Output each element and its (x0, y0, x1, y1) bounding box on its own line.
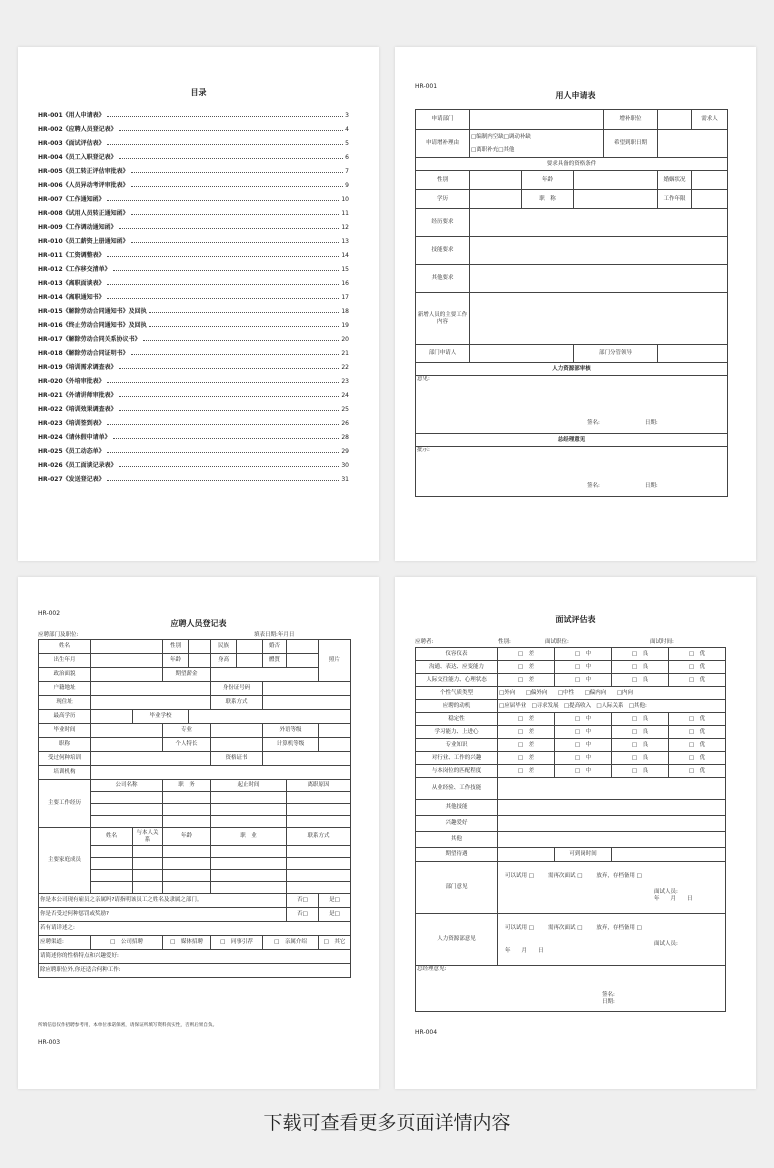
applicant: 应聘者: (415, 639, 434, 645)
toc-item[interactable] (38, 333, 349, 343)
rating-good[interactable]: □ 良 (612, 648, 669, 661)
rating-excellent[interactable]: □ 优 (669, 713, 726, 726)
toc-leader (107, 284, 340, 285)
toc-item[interactable] (38, 207, 349, 217)
rating-poor[interactable]: □ 差 (498, 739, 555, 752)
toc-item[interactable] (38, 137, 349, 147)
cell-label: 部门申请人 (416, 345, 470, 363)
toc-item-page: 12 (341, 224, 349, 231)
toc-item[interactable] (38, 221, 349, 231)
toc-item-page: 16 (341, 280, 349, 287)
toc-item-label: HR-024《请休假申请单》 (38, 434, 111, 441)
toc-leader (107, 298, 340, 299)
toc-leader (107, 116, 344, 117)
cell-input[interactable] (658, 345, 728, 363)
cell-label: 希望到职日期 (604, 130, 658, 158)
photo-box: 照片 (319, 640, 351, 682)
toc-item-page: 28 (341, 434, 349, 441)
rating-mid[interactable]: □ 中 (555, 739, 612, 752)
rating-row (416, 713, 726, 726)
form-title: 用人申请表 (555, 91, 596, 100)
toc-item[interactable] (38, 263, 349, 273)
rating-excellent[interactable]: □ 优 (669, 765, 726, 778)
toc-item-page: 23 (341, 378, 349, 385)
form-code: HR-001 (415, 83, 438, 90)
form-title: 应聘人员登记表 (170, 619, 227, 628)
rating-poor[interactable]: □ 差 (498, 674, 555, 687)
toc-item-page: 10 (341, 196, 349, 203)
toc-item-page: 15 (341, 266, 349, 273)
rating-good[interactable]: □ 良 (612, 674, 669, 687)
toc-leader (113, 270, 340, 271)
toc-item-label: HR-008《试用人员转正通知函》 (38, 210, 129, 217)
toc-item-label: HR-015《解除劳动合同通知书》及回执 (38, 308, 147, 315)
applied-position: 应聘部门及职位: (38, 632, 79, 638)
hr002-table: 姓名 性别 民族 婚否 照片 出生年月 年龄 身高 體質 政治面貌 期望薪金 户籍地址 身份证号码 现住址 联系方式 最高学历 毕业学校 毕业时间 专业 外语等级 职称 个人特长 计算机等级 受过何种培训 资格证书 培训机构 主要工作经历 公司名称 职 务 起止时间 离职原因 主要家庭成员 姓名 与本人关系 年龄 职 业 联系方式 你是本公司现有雇员之亲属吗?请指明该员工之姓名及隶属之部门。 否□ 是□ 你是否受过何种惩罚或奖励? 否□ 是□ 若有请详述之: 应聘渠道: □ 公司招聘 □ 媒体招聘 □ 同事引荐 □ 亲属介绍 □ 其它 请简述你的性格特点和兴趣爱好: 除应聘职位外,你还适合何种工作: (38, 639, 351, 978)
rating-label: 沟通、表达、应变能力 (416, 661, 498, 674)
toc-leader (107, 200, 340, 201)
cell-label: 申请部门 (416, 110, 470, 130)
rating-good[interactable]: □ 良 (612, 765, 669, 778)
hr003-table: 仪容仪表 □ 差 □ 中 □ 良 □ 优 沟通、表达、应变能力 □ 差 □ 中 □ 良 □ 优 人际交往能力、心理状态 □ 差 □ 中 □ 良 □ 优 个性气质类型 □外向 □偏外向 □中性 □偏内向 □内向 应聘的动机 □应届毕业 □寻求发展 □提高收入 □人际关系 □其他: 稳定性 □ 差 □ 中 □ 良 □ 优 学习能力、上进心 □ 差 □ 中 □ 良 □ 优 专业知识 □ 差 □ 中 □ 良 □ 优 对行业、工作的兴趣 □ 差 □ 中 □ 良 □ 优 与本岗位的匹配程度 □ 差 □ 中 □ 良 □ 优 从业经验、工作技能 其他技能 兴趣爱好 其他 期望待遇 可到岗时间 部门意见 可以试用 □ 需再次面试 □ 放弃，存档备用 □ 面试人员: 年 月 日 人力资源部意见 可以试用 □ 需再次面试 □ 放弃，存档备用 □ 面试人员: 年 月 日 总经理意见: 签名: 日期: (415, 647, 726, 1012)
toc-leader (119, 130, 344, 131)
rating-poor[interactable]: □ 差 (498, 765, 555, 778)
toc-item-label: HR-026《员工面谈记录表》 (38, 462, 117, 469)
toc-item[interactable] (38, 179, 349, 189)
cell-input[interactable] (470, 293, 728, 345)
hr-opinion-box[interactable]: 可以试用 □ 需再次面试 □ 放弃，存档备用 □ 面试人员: 年 月 日 (498, 914, 726, 966)
interview-time: 面试时间: (650, 639, 674, 645)
rating-good[interactable]: □ 良 (612, 739, 669, 752)
toc-item[interactable] (38, 417, 349, 427)
rating-excellent[interactable]: □ 优 (669, 674, 726, 687)
rating-excellent[interactable]: □ 优 (669, 661, 726, 674)
dept-opinion-box[interactable]: 可以试用 □ 需再次面试 □ 放弃，存档备用 □ 面试人员: 年 月 日 (498, 862, 726, 914)
rating-label: 学习能力、上进心 (416, 726, 498, 739)
gm-opinion-box[interactable]: 总经理意见: 签名: 日期: (416, 966, 726, 1012)
rating-mid[interactable]: □ 中 (555, 765, 612, 778)
cell-label: 学历 (416, 190, 470, 209)
rating-good[interactable]: □ 良 (612, 752, 669, 765)
form-code: HR-004 (415, 1029, 438, 1036)
toc-item-page: 20 (341, 336, 349, 343)
toc-item[interactable] (38, 109, 349, 119)
toc-item[interactable] (38, 235, 349, 245)
section-header: 要求具备的资格条件 (416, 158, 728, 171)
toc-item[interactable] (38, 305, 349, 315)
rating-mid[interactable]: □ 中 (555, 674, 612, 687)
toc-title: 目录 (190, 88, 207, 97)
toc-item[interactable] (38, 459, 349, 469)
toc-item-label: HR-001《用人申请表》 (38, 112, 105, 119)
toc-item-label: HR-025《员工动态单》 (38, 448, 105, 455)
cell-input[interactable] (470, 265, 728, 293)
rating-poor[interactable]: □ 差 (498, 713, 555, 726)
toc-leader (131, 354, 340, 355)
cell-input[interactable] (470, 110, 604, 130)
toc-leader (149, 326, 340, 327)
rating-good[interactable]: □ 良 (612, 726, 669, 739)
rating-label: 人际交往能力、心理状态 (416, 674, 498, 687)
cell-label: 职 称 (522, 190, 574, 209)
toc-item-label: HR-010《员工薪资上册通知函》 (38, 238, 129, 245)
rating-poor[interactable]: □ 差 (498, 661, 555, 674)
cell-label: 婚姻状况 (658, 171, 692, 190)
toc-item[interactable] (38, 445, 349, 455)
toc-item[interactable] (38, 291, 349, 301)
rating-excellent[interactable]: □ 优 (669, 739, 726, 752)
toc-leader (119, 158, 344, 159)
toc-item-page: 17 (341, 294, 349, 301)
toc-item[interactable] (38, 389, 349, 399)
toc-item-page: 24 (341, 392, 349, 399)
toc-leader (119, 466, 340, 467)
toc-item[interactable] (38, 193, 349, 203)
rating-row (416, 661, 726, 674)
toc-item[interactable] (38, 473, 349, 483)
form-code: HR-002 (38, 610, 61, 617)
toc-item-page: 31 (341, 476, 349, 483)
toc-item-label: HR-027《发送登记表》 (38, 476, 105, 483)
rating-row (416, 739, 726, 752)
toc-item-page: 21 (341, 350, 349, 357)
cell-label: 需求人 (692, 110, 728, 130)
toc-item-label: HR-006《人员异动考评审批表》 (38, 182, 129, 189)
toc-item-label: HR-018《解除劳动合同证明书》 (38, 350, 129, 357)
rating-excellent[interactable]: □ 优 (669, 752, 726, 765)
section-header: 人力资源部审核 (416, 363, 728, 376)
toc-leader (119, 396, 340, 397)
toc-item-page: 25 (341, 406, 349, 413)
hr003-page (395, 577, 756, 1089)
toc-leader (119, 410, 340, 411)
rating-mid[interactable]: □ 中 (555, 648, 612, 661)
family-label: 主要家庭成员 (39, 828, 91, 894)
toc-item[interactable] (38, 347, 349, 357)
toc-item-label: HR-013《离职面谈表》 (38, 280, 105, 287)
rating-good[interactable]: □ 良 (612, 713, 669, 726)
toc-leader (107, 256, 340, 257)
toc-item-page: 11 (341, 210, 349, 217)
toc-item-label: HR-002《应聘人员登记表》 (38, 126, 117, 133)
cell-input[interactable] (692, 190, 728, 209)
toc-item-label: HR-023《培训签到表》 (38, 420, 105, 427)
cell-input[interactable] (470, 209, 728, 237)
toc-item-label: HR-021《外请讲师审批表》 (38, 392, 117, 399)
toc-item-page: 19 (341, 322, 349, 329)
cell-input[interactable] (470, 171, 522, 190)
toc-leader (149, 312, 340, 313)
cell-input[interactable] (574, 190, 658, 209)
rating-row (416, 674, 726, 687)
toc-item-page: 22 (341, 364, 349, 371)
rating-row (416, 765, 726, 778)
toc-item-page: 6 (345, 154, 349, 161)
toc-item[interactable] (38, 151, 349, 161)
toc-item-label: HR-005《员工转正评估审批表》 (38, 168, 129, 175)
cell-input[interactable] (574, 171, 658, 190)
rating-label: 与本岗位的匹配程度 (416, 765, 498, 778)
cell-label: 申请增补理由 (416, 130, 470, 158)
rating-label: 专业知识 (416, 739, 498, 752)
toc-item-label: HR-022《培训效果调查表》 (38, 406, 117, 413)
rating-label: 仪容仪表 (416, 648, 498, 661)
work-exp-label: 主要工作经历 (39, 780, 91, 828)
rating-mid[interactable]: □ 中 (555, 752, 612, 765)
rating-mid[interactable]: □ 中 (555, 726, 612, 739)
toc-item-label: HR-012《工作移交清单》 (38, 266, 111, 273)
toc-item-page: 4 (345, 126, 349, 133)
toc-item[interactable] (38, 277, 349, 287)
form-title: 面试评估表 (555, 615, 596, 624)
toc-item-label: HR-019《培训需求调查表》 (38, 364, 117, 371)
cell-input[interactable] (470, 237, 728, 265)
toc-item-label: HR-009《工作调动通知函》 (38, 224, 117, 231)
section-header: 总经理意见 (416, 434, 728, 447)
rating-poor[interactable]: □ 差 (498, 726, 555, 739)
toc-item-label: HR-011《工资调整表》 (38, 252, 105, 259)
cell-input[interactable] (470, 190, 522, 209)
form-code-bottom: HR-003 (38, 1039, 61, 1046)
toc-item-label: HR-017《解除劳动合同关系协议书》 (38, 336, 141, 343)
rating-poor[interactable]: □ 差 (498, 648, 555, 661)
rating-good[interactable]: □ 良 (612, 661, 669, 674)
cell-label: 其他要求 (416, 265, 470, 293)
hr001-page (395, 47, 756, 561)
toc-item-page: 26 (341, 420, 349, 427)
toc-item-label: HR-004《员工入职登记表》 (38, 154, 117, 161)
toc-item-page: 3 (345, 112, 349, 119)
cell-input[interactable] (658, 130, 728, 158)
cell-label: 技能要求 (416, 237, 470, 265)
toc-item[interactable] (38, 375, 349, 385)
rating-mid[interactable]: □ 中 (555, 713, 612, 726)
cell-label: 经历要求 (416, 209, 470, 237)
rating-poor[interactable]: □ 差 (498, 752, 555, 765)
toc-item-label: HR-014《离职通知书》 (38, 294, 105, 301)
gm-opinion-box[interactable]: 批示: 签名: 日期: (416, 447, 728, 497)
toc-item-page: 14 (341, 252, 349, 259)
toc-item[interactable] (38, 403, 349, 413)
rating-row (416, 648, 726, 661)
hr001-table (415, 109, 728, 497)
rating-label: 对行业、工作的兴趣 (416, 752, 498, 765)
rating-row (416, 752, 726, 765)
gender: 性别: (498, 639, 511, 645)
toc-leader (107, 480, 340, 481)
toc-item[interactable] (38, 249, 349, 259)
download-hint[interactable]: 下载可查看更多页面详情内容 (263, 1112, 511, 1134)
toc-item-label: HR-016《终止劳动合同通知书》及回执 (38, 322, 147, 329)
toc-item-page: 30 (341, 462, 349, 469)
rating-excellent[interactable]: □ 优 (669, 726, 726, 739)
toc-item[interactable] (38, 123, 349, 133)
cell-input[interactable] (470, 345, 574, 363)
toc-leader (107, 452, 340, 453)
cell-label: 部门分管领导 (574, 345, 658, 363)
cell-label: 增补职位 (604, 110, 658, 130)
toc-item-page: 18 (341, 308, 349, 315)
toc-leader (107, 382, 340, 383)
toc-leader (131, 242, 340, 243)
toc-item-page: 7 (345, 168, 349, 175)
toc-item[interactable] (38, 361, 349, 371)
toc-leader (131, 186, 344, 187)
toc-item-page: 13 (341, 238, 349, 245)
toc-item[interactable] (38, 319, 349, 329)
rating-label: 稳定性 (416, 713, 498, 726)
rating-mid[interactable]: □ 中 (555, 661, 612, 674)
cell-input[interactable] (658, 110, 692, 130)
toc-item-label: HR-020《外培审批表》 (38, 378, 105, 385)
toc-item-label: HR-003《面试评估表》 (38, 140, 105, 147)
toc-leader (107, 424, 340, 425)
position: 面试职位: (545, 639, 569, 645)
toc-item-page: 5 (345, 140, 349, 147)
toc-item[interactable] (38, 165, 349, 175)
hr-opinion-box[interactable]: 意见: 签名: 日期: (416, 376, 728, 434)
rating-excellent[interactable]: □ 优 (669, 648, 726, 661)
cell-label: 工作年限 (658, 190, 692, 209)
toc-page (18, 47, 379, 561)
toc-leader (107, 144, 344, 145)
cell-options[interactable]: □编制内空缺□调动补缺 □离职补充□其他 (470, 130, 604, 158)
toc-leader (131, 214, 340, 215)
toc-item-page: 9 (345, 182, 349, 189)
fill-date: 填表日期:年月日 (254, 632, 295, 638)
toc-item-page: 29 (341, 448, 349, 455)
toc-leader (119, 368, 340, 369)
privacy-note: 所填信息仅作招聘参考用，本单位承诺保密，请保证所填写资料真实性，否则后果自负。 (38, 1023, 218, 1028)
cell-label: 性别 (416, 171, 470, 190)
cell-label: 新增人员的主要工作内容 (416, 293, 470, 345)
toc-item[interactable] (38, 431, 349, 441)
hr002-page (18, 577, 379, 1089)
rating-row (416, 726, 726, 739)
toc-leader (113, 438, 340, 439)
cell-label: 年龄 (522, 171, 574, 190)
toc-leader (143, 340, 340, 341)
toc-item-label: HR-007《工作通知函》 (38, 196, 105, 203)
toc-leader (119, 228, 340, 229)
toc-leader (131, 172, 344, 173)
cell-input[interactable] (692, 171, 728, 190)
